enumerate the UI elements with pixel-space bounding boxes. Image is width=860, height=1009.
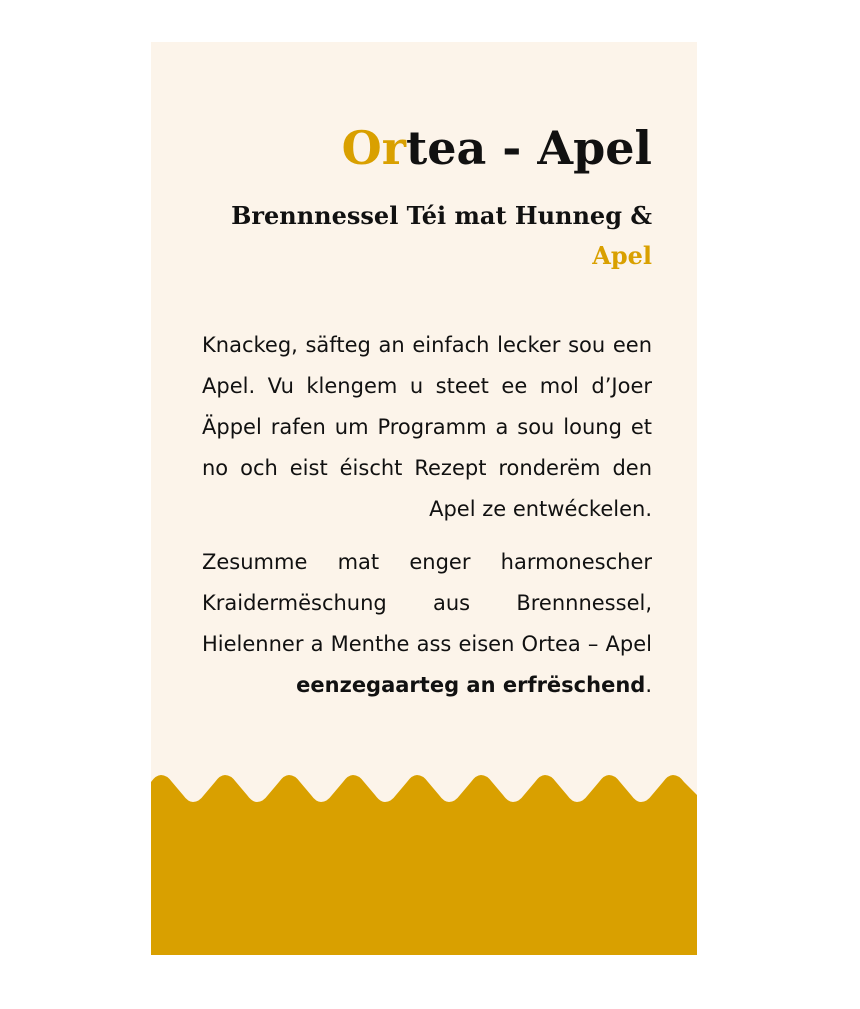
title-rest: tea - Apel xyxy=(405,121,652,175)
paragraph-1-text: Knackeg, säfteg an einfach lecker sou een Apel. Vu klengem u steet ee mol d’Joer Äppel rafen um Programm a sou loung et no och eist éischt Rezept ronderëm den Apel ze entwéckelen. xyxy=(202,333,652,521)
zigzag-footer-band xyxy=(151,772,697,955)
subtitle-accent: Apel xyxy=(592,241,652,270)
paragraph-2-end: . xyxy=(645,673,652,697)
description xyxy=(202,325,652,718)
description-paragraph-2 xyxy=(202,542,652,706)
product-subtitle xyxy=(212,196,652,276)
description-paragraph-1 xyxy=(202,325,652,530)
title-accent: Or xyxy=(341,121,406,175)
subtitle-text: Brennnessel Téi mat Hunneg & xyxy=(231,201,652,230)
paragraph-2-bold: eenzegaarteg an erfrëschend xyxy=(296,673,646,697)
zigzag-shape xyxy=(151,775,697,955)
product-card xyxy=(151,42,697,955)
paragraph-2-text: Zesumme mat enger harmonescher Kraidermëschung aus Brennnessel, Hielenner a Menthe ass eisen Ortea – Apel xyxy=(202,550,652,656)
product-title xyxy=(342,120,652,176)
